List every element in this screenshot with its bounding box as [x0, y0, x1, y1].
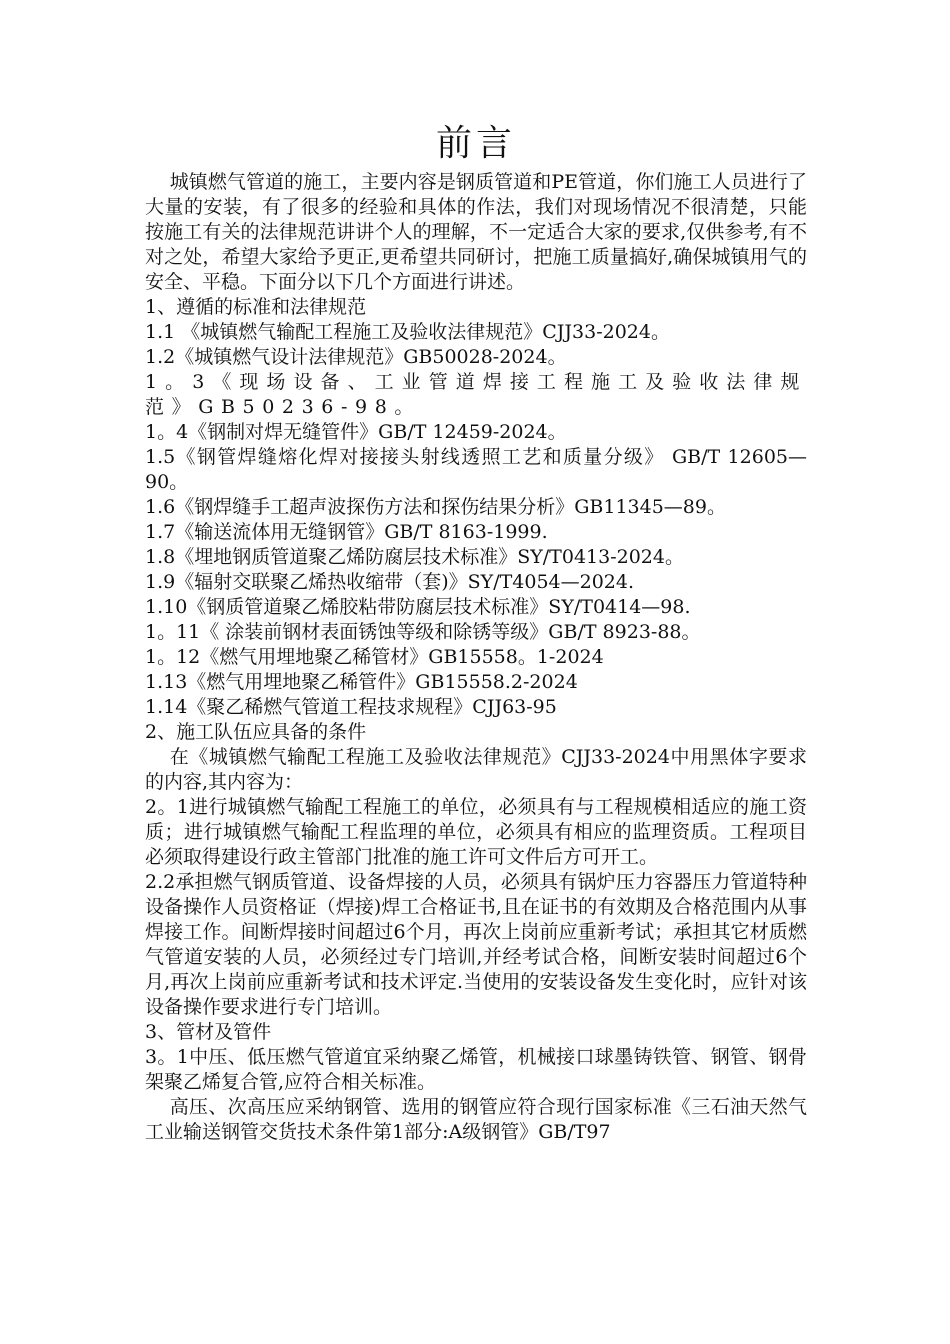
standard-item: 1.6《钢焊缝手工超声波探伤方法和探伤结果分析》GB11345—89。 — [145, 496, 726, 518]
standard-item: 1.9《辐射交联聚乙烯热收缩带（套)》SY/T4054—2024. — [145, 571, 635, 593]
standard-item: 1.14《聚乙稀燃气管道工程技求规程》CJJ63-95 — [145, 696, 557, 718]
standards-list — [145, 320, 807, 720]
standard-item: 1.8《埋地钢质管道聚乙烯防腐层技术标准》SY/T0413-2024。 — [145, 546, 684, 568]
standard-item: 1.1 《城镇燃气输配工程施工及验收法律规范》CJJ33-2024。 — [145, 321, 670, 343]
section-heading-3: 3、管材及管件 — [145, 1021, 272, 1043]
standard-item: 1。3《现场设备、工业管道焊接工程施工及验收法律规范》GB50236-98。 — [145, 371, 807, 418]
standard-item: 1.2《城镇燃气设计法律规范》GB50028-2024。 — [145, 346, 567, 368]
section-heading-2: 2、施工队伍应具备的条件 — [145, 721, 367, 743]
section-2-1-paragraph: 2。1进行城镇燃气输配工程施工的单位，必须具有与工程规模相适应的施工资质；进行城镇燃气输配工程监理的单位，必须具有相应的监理资质。工程项目必须取得建设行政主管部门批准的施工许可文件后方可开工。 — [145, 796, 807, 868]
section-2-intro: 在《城镇燃气输配工程施工及验收法律规范》CJJ33-2024中用黑体字要求的内容,其内容为： — [145, 746, 807, 793]
section-heading-1: 1、遵循的标准和法律规范 — [145, 296, 367, 318]
intro-paragraph: 城镇燃气管道的施工，主要内容是钢质管道和PE管道，你们施工人员进行了大量的安装，有了很多的经验和具体的作法，我们对现场情况不很清楚，只能按施工有关的法律规范讲讲个人的理解，不一定适合大家的要求,仅供参考,有不对之处，希望大家给予更正,更希望共同研讨，把施工质量搞好,确保城镇用气的安全、平稳。下面分以下几个方面进行讲述。 — [145, 171, 807, 293]
standard-item: 1。11《 涂装前钢材表面锈蚀等级和除锈等级》GB/T 8923-88。 — [145, 621, 701, 643]
section-3-2-paragraph: 高压、次高压应采纳钢管、选用的钢管应符合现行国家标准《三石油天然气工业输送钢管交货技术条件第1部分:A级钢管》GB/T97 — [145, 1096, 807, 1143]
section-3-1-paragraph: 3。1中压、低压燃气管道宜采纳聚乙烯管，机械接口球墨铸铁管、钢管、钢骨架聚乙烯复合管,应符合相关标准。 — [145, 1046, 807, 1093]
standard-item: 1。4《钢制对焊无缝管件》GB/T 12459-2024。 — [145, 421, 567, 443]
section-2-2-paragraph: 2.2承担燃气钢质管道、设备焊接的人员，必须具有锅炉压力容器压力管道特种设备操作人员资格证（焊接)焊工合格证书,且在证书的有效期及合格范围内从事焊接工作。间断焊接时间超过6个月，再次上岗前应重新考试；承担其它材质燃气管道安装的人员，必须经过专门培训,并经考试合格，间断安装时间超过6个月,再次上岗前应重新考试和技术评定.当使用的安装设备发生变化时，应针对该设备操作要求进行专门培训。 — [145, 871, 807, 1018]
standard-item: 1。12《燃气用埋地聚乙稀管材》GB15558。1-2024 — [145, 646, 604, 668]
standard-item: 1.13《燃气用埋地聚乙稀管件》GB15558.2-2024 — [145, 671, 578, 693]
page-title: 前言 — [435, 123, 516, 164]
standard-item: 1.7《输送流体用无缝钢管》GB/T 8163-1999. — [145, 521, 548, 543]
document-page — [145, 118, 807, 1145]
standard-item: 1.5《钢管焊缝熔化焊对接接头射线透照工艺和质量分级》 GB/T 12605—90。 — [145, 446, 807, 493]
standard-item: 1.10《钢质管道聚乙烯胶粘带防腐层技术标准》SY/T0414—98. — [145, 596, 691, 618]
